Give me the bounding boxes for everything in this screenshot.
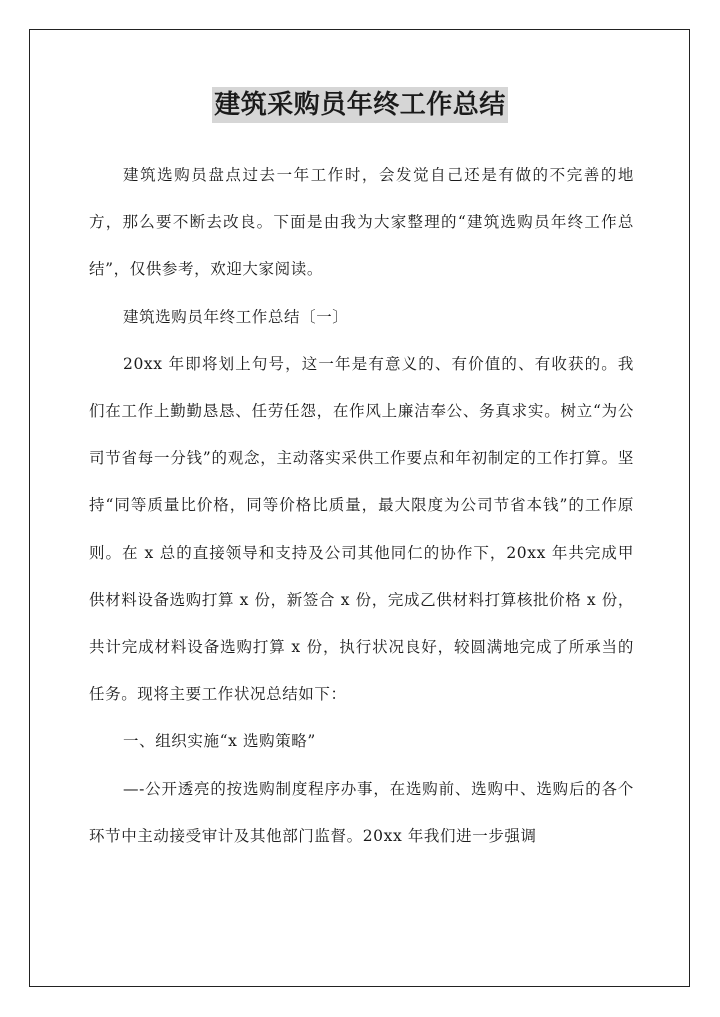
document-title: 建筑采购员年终工作总结 [212,87,508,123]
document-body [89,152,634,860]
intro-paragraph: 建筑选购员盘点过去一年工作时，会发觉自己还是有做的不完善的地方，那么要不断去改良。下面是由我为大家整理的“建筑选购员年终工作总结”，仅供参考，欢迎大家阅读。 [89,166,634,279]
section-heading: 建筑选购员年终工作总结〔一〕 [123,307,349,326]
subsection-heading: 一、组织实施“x 选购策略” [123,732,316,751]
title-container [0,87,720,123]
procurement-paragraph: —-公开透亮的按选购制度程序办事，在选购前、选购中、选购后的各个环节中主动接受审计及其他部门监督。20xx 年我们进一步强调 [89,779,634,845]
summary-paragraph: 20xx 年即将划上句号，这一年是有意义的、有价值的、有收获的。我们在工作上勤勤恳恳、任劳任怨，在作风上廉洁奉公、务真求实。树立“为公司节省每一分钱”的观念，主动落实采供工作要点和年初制定的工作打算。坚持“同等质量比价格，同等价格比质量，最大限度为公司节省本钱”的工作原则。在 x 总的直接领导和支持及公司其他同仁的协作下，20xx 年共完成甲供材料设备选购打算 x 份，新签合 x 份，完成乙供材料打算核批价格 x 份，共计完成材料设备选购打算 x 份，执行状况良好，较圆满地完成了所承当的任务。现将主要工作状况总结如下： [89,354,634,704]
